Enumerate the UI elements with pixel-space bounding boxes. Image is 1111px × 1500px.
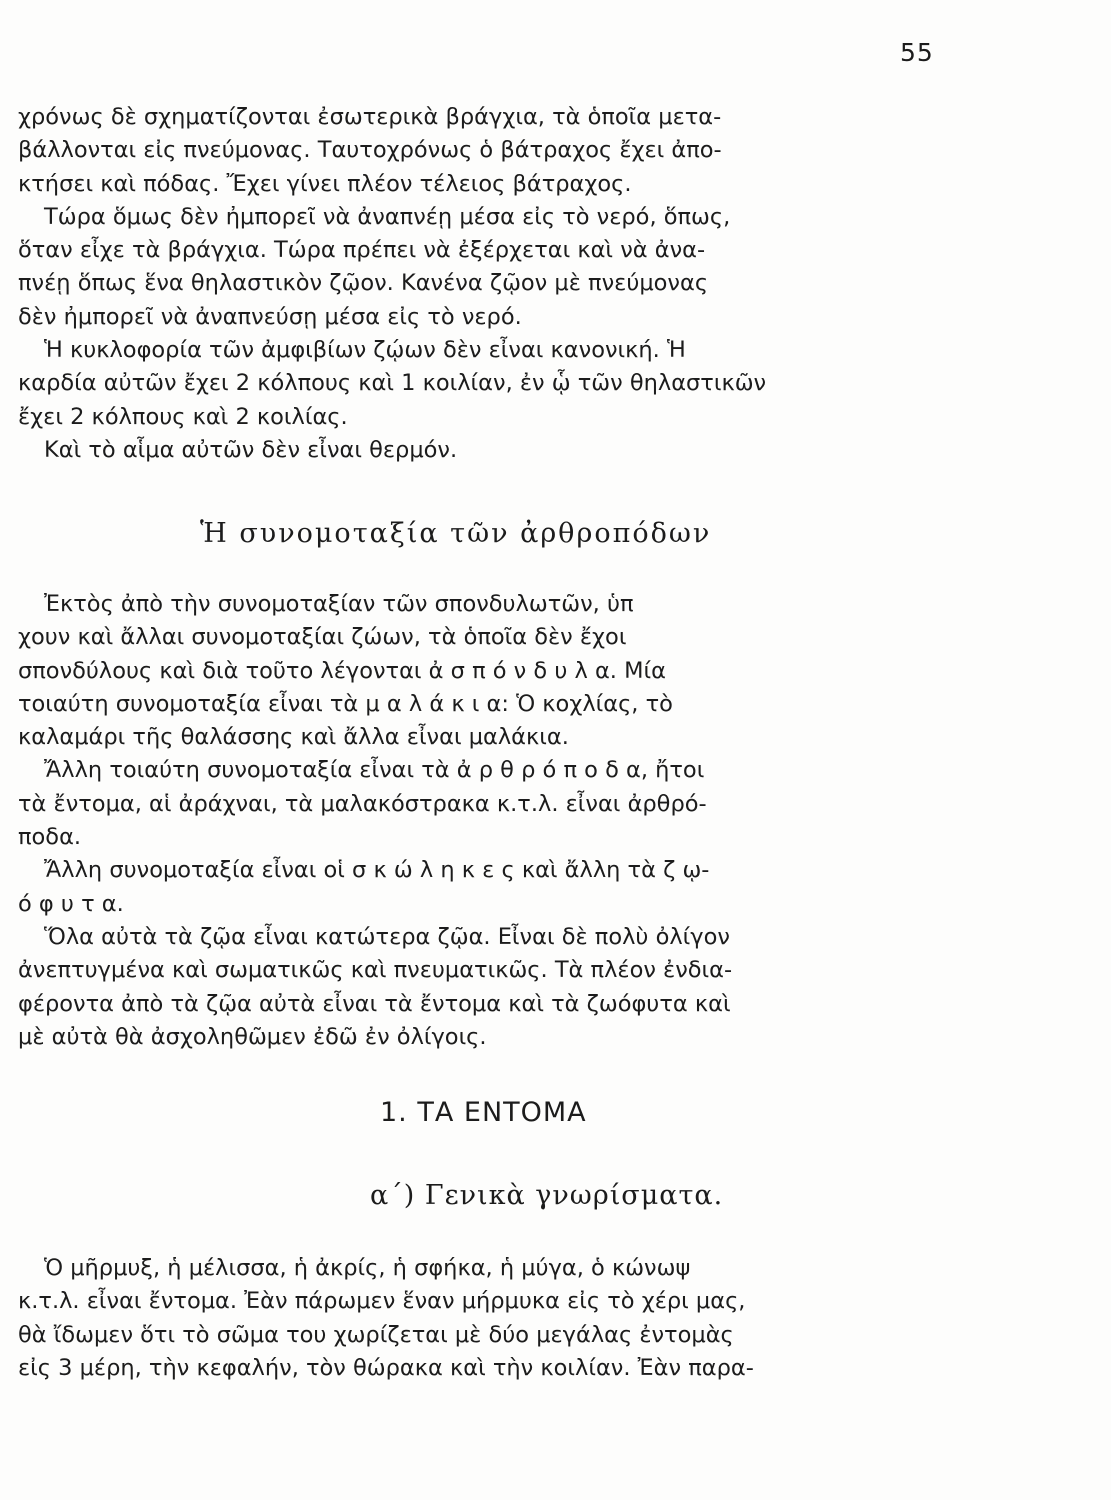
text-line: Ἄλλη συνομοταξία εἶναι οἱ σ κ ώ λ η κ ε ς καὶ ἄλλη τὰ ζ ῳ-	[44, 857, 710, 884]
chapter-heading-insects: 1. ΤΑ ΕΝΤΟΜΑ	[380, 1097, 587, 1128]
text-line: σπονδύλους καὶ διὰ τοῦτο λέγονται ἀ σ π ό ν δ υ λ α. Μία	[18, 657, 666, 684]
text-line: ἔχει 2 κόλπους καὶ 2 κοιλίας.	[18, 403, 348, 430]
text-line: Ὅλα αὐτὰ τὰ ζῷα εἶναι κατώτερα ζῷα. Εἶναι δὲ πολὺ ὀλίγον	[44, 923, 730, 950]
text-line: Τώρα ὅμως δὲν ἠμπορεῖ νὰ ἀναπνέῃ μέσα εἰς τὸ νερό, ὅπως,	[44, 203, 731, 230]
text-line: καλαμάρι τῆς θαλάσσης καὶ ἄλλα εἶναι μαλάκια.	[18, 724, 569, 751]
text-line: Ἐκτὸς ἀπὸ τὴν συνομοταξίαν τῶν σπονδυλωτῶν, ὑπ	[44, 591, 634, 617]
text-line: ό φ υ τ α.	[18, 890, 124, 917]
text-line: ὅταν εἶχε τὰ βράγχια. Τώρα πρέπει νὰ ἐξέρχεται καὶ νὰ ἀνα-	[18, 237, 706, 264]
paragraph-invertebrates	[18, 588, 978, 1054]
text-line: δὲν ἠμπορεῖ νὰ ἀναπνεύσῃ μέσα εἰς τὸ νερό.	[18, 303, 522, 330]
text-line: τοιαύτη συνομοταξία εἶναι τὰ μ α λ ά κ ι α: Ὁ κοχλίας, τὸ	[18, 690, 673, 717]
text-line: μὲ αὐτὰ θὰ ἀσχοληθῶμεν ἐδῶ ἐν ὀλίγοις.	[18, 1023, 487, 1050]
text-line: Ἡ κυκλοφορία τῶν ἀμφιβίων ζῴων δὲν εἶναι κανονική. Ἡ	[44, 337, 686, 364]
text-line: θὰ ἴδωμεν ὅτι τὸ σῶμα του χωρίζεται μὲ δύο μεγάλας ἐντομὰς	[18, 1321, 734, 1348]
text-line: τὰ ἔντομα, αἱ ἀράχναι, τὰ μαλακόστρακα κ.τ.λ. εἶναι ἀρθρό-	[18, 790, 707, 817]
text-line: κ.τ.λ. εἶναι ἔντομα. Ἐὰν πάρωμεν ἕναν μήρμυκα εἰς τὸ χέρι μας,	[18, 1288, 746, 1315]
text-line: Καὶ τὸ αἷμα αὐτῶν δὲν εἶναι θερμόν.	[44, 436, 458, 463]
section-heading-arthropods: Ἡ συνομοταξία τῶν ἀρθροπόδων	[200, 518, 712, 549]
text-line: χουν καὶ ἄλλαι συνομοταξίαι ζώων, τὰ ὁποῖα δὲν ἔχοι	[18, 624, 627, 651]
text-line: καρδία αὐτῶν ἔχει 2 κόλπους καὶ 1 κοιλίαν, ἐν ᾧ τῶν θηλαστικῶν	[18, 370, 767, 397]
text-line: ἀνεπτυγμένα καὶ σωματικῶς καὶ πνευματικῶς. Τὰ πλέον ἐνδια-	[18, 957, 733, 984]
text-line: φέροντα ἀπὸ τὰ ζῷα αὐτὰ εἶναι τὰ ἔντομα καὶ τὰ ζωόφυτα καὶ	[18, 990, 731, 1017]
text-line: ποδα.	[18, 824, 82, 851]
text-line: κτήσει καὶ πόδας. Ἔχει γίνει πλέον τέλειος βάτραχος.	[18, 170, 632, 197]
text-line: Ἄλλη τοιαύτη συνομοταξία εἶναι τὰ ἀ ρ θ ρ ό π ο δ α, ἤτοι	[44, 757, 705, 784]
text-line: Ὁ μῆρμυξ, ἡ μέλισσα, ἡ ἀκρίς, ἡ σφήκα, ἡ μύγα, ὁ κώνωψ	[44, 1255, 691, 1281]
paragraph-frog-development	[18, 101, 978, 467]
page-number: 55	[900, 38, 934, 67]
text-line: βάλλονται εἰς πνεύμονας. Ταυτοχρόνως ὁ βάτραχος ἔχει ἀπο-	[18, 137, 722, 164]
text-line: πνέῃ ὅπως ἕνα θηλαστικὸν ζῷον. Κανένα ζῷον μὲ πνεύμονας	[18, 270, 709, 297]
text-line: εἰς 3 μέρη, τὴν κεφαλήν, τὸν θώρακα καὶ τὴν κοιλίαν. Ἐὰν παρα-	[18, 1354, 754, 1381]
subsection-heading-general-features: α΄) Γενικὰ γνωρίσματα.	[370, 1180, 724, 1211]
paragraph-insects-intro	[18, 1252, 978, 1385]
text-line: χρόνως δὲ σχηματίζονται ἐσωτερικὰ βράγχια, τὰ ὁποῖα μετα-	[18, 104, 722, 130]
